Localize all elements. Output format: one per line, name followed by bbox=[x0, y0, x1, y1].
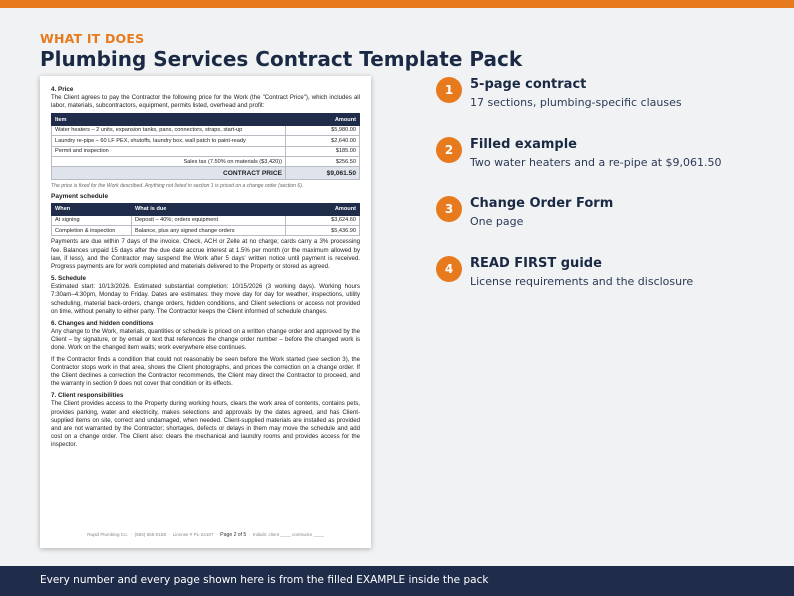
page-title: Plumbing Services Contract Template Pack bbox=[40, 47, 523, 71]
payment-when: At signing bbox=[52, 215, 132, 225]
footer-phone: (555) 555-0188 bbox=[134, 532, 167, 537]
section-7-heading: 7. Client responsibilities bbox=[51, 392, 124, 400]
price-item: Permit and inspection bbox=[52, 146, 286, 156]
section-6-heading: 6. Changes and hidden conditions bbox=[51, 320, 154, 328]
payment-col-due: What is due bbox=[132, 204, 286, 215]
price-item: Laundry re-pipe – 60 LF PEX, shutoffs, laundry box, wall patch to paint-ready bbox=[52, 136, 286, 146]
footer-company: Rapid Plumbing Co. bbox=[87, 532, 128, 537]
contract-page-body bbox=[51, 86, 360, 453]
price-col-item: Item bbox=[52, 114, 286, 125]
table-row bbox=[52, 125, 360, 135]
contract-page-footer: Rapid Plumbing Co. · (555) 555-0188 · License # PL-24107 · Page 2 of 5 · Initials: client ____ contractor ____ bbox=[87, 532, 324, 538]
footer-page-prefix: Page bbox=[220, 532, 233, 538]
payment-schedule-heading: Payment schedule bbox=[51, 193, 109, 201]
payment-table-header bbox=[52, 204, 360, 215]
price-note: The price is fixed for the Work described. Anything not listed in section 1 is priced on a change order (section 6). bbox=[51, 183, 304, 190]
feature-title: Filled example bbox=[470, 137, 577, 152]
table-row bbox=[52, 215, 360, 225]
number-badge: 1 bbox=[436, 77, 462, 103]
feature-title: Change Order Form bbox=[470, 196, 614, 211]
number-badge: 4 bbox=[436, 256, 462, 282]
feature-title: 5-page contract bbox=[470, 77, 587, 92]
section-6-text-2: If the Contractor finds a condition that could not reasonably be seen before the Work started (see section 3), the Contractor stops work in that area, shows the Client photographs, and prices the correction on a change order. If the Client declines a correction the Contractor recommends, the Client may direct the Contractor to proceed, and the warranty in section 9 does not cover that condition or its effects. bbox=[51, 355, 360, 388]
payment-when: Completion & inspection bbox=[52, 226, 132, 236]
footer-page-num: 2 bbox=[233, 532, 237, 538]
total-label: CONTRACT PRICE bbox=[52, 167, 286, 180]
section-7-text: The Client provides access to the Property during working hours, clears the work area of contents, contains pets, provides parking, water and electricity, makes selections and approvals by the dates agreed, and has Client-supplied items on site, correct and undamaged, when needed. Client-supplied materials are installed as provided and are not warranted by the Contractor; shortages, defects or delays in them may move the schedule and add cost on a change order. The Client also: clears the mechanical and laundry rooms and provides access for the inspector. bbox=[51, 400, 360, 449]
payment-col-amount: Amount bbox=[286, 204, 360, 215]
price-table-header bbox=[52, 114, 360, 125]
payment-table bbox=[51, 203, 360, 236]
price-amount: $2,640.00 bbox=[286, 136, 360, 146]
number-badge: 3 bbox=[436, 196, 462, 222]
feature-title: READ FIRST guide bbox=[470, 256, 602, 271]
tax-row bbox=[52, 156, 360, 166]
tax-label: Sales tax (7.50% on materials ($3,420)) bbox=[52, 156, 286, 166]
section-5-text: Estimated start: 10/13/2026. Estimated substantial completion: 10/15/2026 (3 working days). Working hours 7:30am–4:30pm, Monday to Friday. Dates are estimates: they move day for day for weather, inspections, utility scheduling, material back-orders, change orders, hidden conditions, and Client selections or access not provided on time, without penalty to either party. The Contractor keeps the Client informed of schedule changes. bbox=[51, 283, 360, 315]
banner-text: Every number and every page shown here is from the filled EXAMPLE inside the pack bbox=[40, 574, 489, 586]
footer-page-total: 5 bbox=[243, 532, 247, 538]
number-badge: 2 bbox=[436, 137, 462, 163]
footer-initials: Initials: client ____ contractor ____ bbox=[252, 532, 324, 537]
total-amount: $9,061.50 bbox=[286, 167, 360, 180]
contract-page-preview bbox=[40, 76, 371, 548]
footer-license: License # PL-24107 bbox=[172, 532, 214, 537]
payment-amount: $3,624.60 bbox=[286, 215, 360, 225]
total-row bbox=[52, 167, 360, 180]
bottom-banner bbox=[0, 566, 794, 596]
payment-amount: $5,436.90 bbox=[286, 226, 360, 236]
eyebrow-label: WHAT IT DOES bbox=[40, 31, 145, 46]
table-row bbox=[52, 146, 360, 156]
payment-due: Deposit – 40%; orders equipment bbox=[132, 215, 286, 225]
price-table bbox=[51, 113, 360, 180]
feature-desc: Two water heaters and a re-pipe at $9,061.50 bbox=[470, 156, 722, 169]
payment-col-when: When bbox=[52, 204, 132, 215]
section-4-heading: 4. Price bbox=[51, 86, 74, 93]
section-6-text-1: Any change to the Work, materials, quantities or schedule is priced on a written change order and approved by the Client – by signature, or by email or text that references the change order number – before the changed work is done. Work on the changed item waits; work everywhere else continues. bbox=[51, 328, 360, 352]
payment-terms: Payments are due within 7 days of the invoice. Check, ACH or Zelle at no charge; cards carry a 3% processing fee. Balances unpaid 15 days after the due date accrue interest at 1.5% per month (or the maximum allowed by law, if less), and the Contractor may suspend the Work after 5 days' written notice until payment is received. Progress payments are for work completed and materials delivered to the Property or stored as agreed. bbox=[51, 238, 360, 271]
table-row bbox=[52, 226, 360, 236]
top-accent-bar bbox=[0, 0, 794, 8]
price-col-amount: Amount bbox=[286, 114, 360, 125]
feature-desc: 17 sections, plumbing-specific clauses bbox=[470, 96, 682, 109]
feature-desc: License requirements and the disclosure bbox=[470, 275, 694, 288]
feature-desc: One page bbox=[470, 215, 524, 228]
footer-page-of: of bbox=[237, 532, 243, 538]
price-amount: $5,980.00 bbox=[286, 125, 360, 135]
price-intro: The Client agrees to pay the Contractor the following price for the Work (the "Contract Price"), which includes all labor, materials, subcontractors, equipment, permits listed, overhead and profit: bbox=[51, 94, 360, 110]
table-row bbox=[52, 136, 360, 146]
section-5-heading: 5. Schedule bbox=[51, 275, 86, 283]
price-amount: $185.00 bbox=[286, 146, 360, 156]
payment-due: Balance, plus any signed change orders bbox=[132, 226, 286, 236]
price-item: Water heaters – 2 units, expansion tanks, pans, connectors, straps, start-up bbox=[52, 125, 286, 135]
tax-amount: $256.50 bbox=[286, 156, 360, 166]
